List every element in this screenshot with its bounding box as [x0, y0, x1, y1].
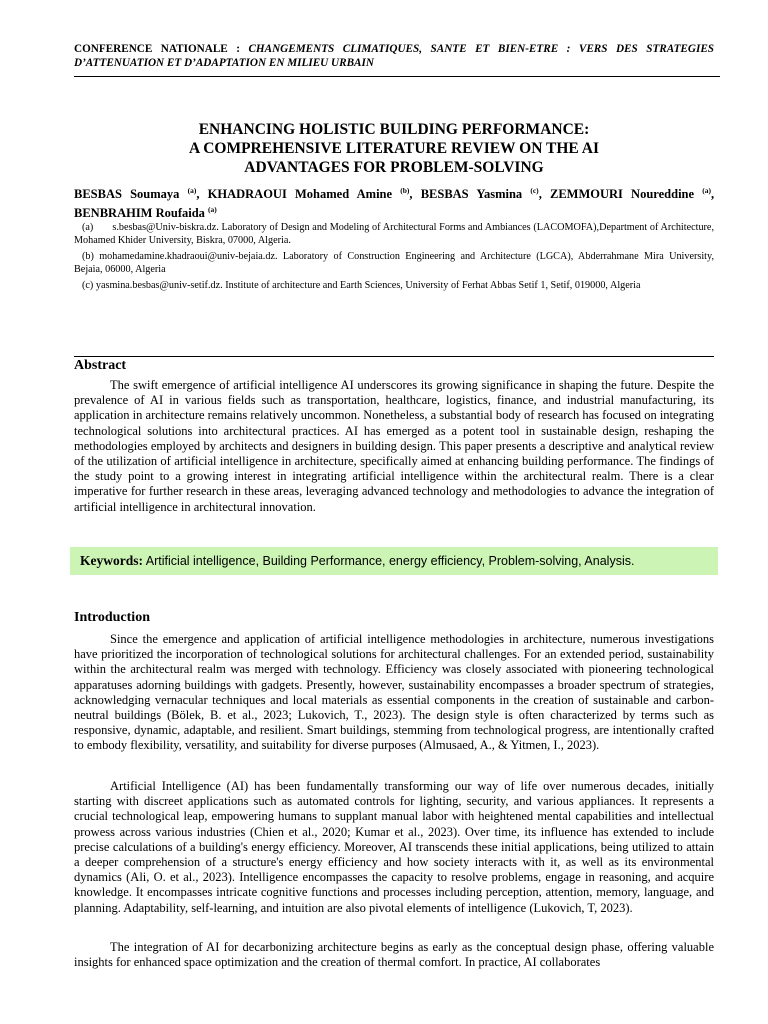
author-affiliation-mark: (a)	[208, 205, 217, 215]
introduction-heading: Introduction	[74, 610, 150, 625]
affiliation-a	[74, 222, 714, 247]
author-separator: ,	[710, 187, 715, 202]
title-line: A COMPREHENSIVE LITERATURE REVIEW ON THE AI	[189, 140, 599, 157]
author-affiliation-mark: (a)	[702, 186, 711, 195]
author-name: BESBAS Soumaya	[74, 187, 180, 202]
conference-theme: CHANGEMENTS CLIMATIQUES, SANTE ET BIEN-ETRE : VERS DES STRATEGIES D’ATTENUATION ET D’ADAPTATION EN MILIEU URBAIN	[74, 43, 714, 69]
author-name: ZEMMOURI Noureddine	[549, 187, 695, 202]
conference-header	[74, 42, 714, 70]
author-separator: ,	[538, 187, 550, 202]
author-separator: ,	[409, 187, 421, 202]
author-separator: ,	[196, 187, 208, 202]
conference-label: CONFERENCE NATIONALE :	[74, 43, 240, 55]
author-affiliation-mark: (c)	[530, 186, 539, 195]
affiliation-tag: (a)	[82, 222, 94, 233]
author-name: KHADRAOUI Mohamed Amine	[207, 187, 393, 202]
paper-title	[74, 120, 714, 177]
affiliation-text: yasmina.besbas@univ-setif.dz. Institute of architecture and Earth Sciences, University of Ferhat Abbas Setif 1, Setif, 019000, Algeria	[95, 280, 641, 291]
author-name: BESBAS Yasmina	[420, 187, 523, 202]
author-name: BENBRAHIM Roufaida	[74, 206, 205, 221]
author-affiliation-mark: (b)	[400, 186, 410, 195]
keywords-box	[70, 547, 718, 575]
introduction-paragraph: Since the emergence and application of artificial intelligence methodologies in architecture, numerous investigations have prioritized the incorporation of technological solutions for architectural challenges. For an extended period, sustainability within the architectural realm was merged with technology. Efficiency was closely associated with pioneering technological apparatuses adorning buildings with gadgets. Presently, however, sustainability encompasses a broader spectrum of strategies, acknowledging vernacular techniques and local materials as essential components in the creation of sustainable and carbon-neutral buildings (Bölek, B. et al., 2023; Lukovich, T., 2023). The design style is often characterized by terms such as responsive, dynamic, adaptable, and resilient. Smart buildings, stemming from technological progress, are intentionally crafted to embody flexibility, versatility, and suitability for diverse purposes (Almusaed, A., & Yitmen, I., 2023).	[74, 632, 714, 753]
affiliation-text: mohamedamine.khadraoui@univ-bejaia.dz. Laboratory of Construction Engineering and Architecture (LGCA), Abderrahmane Mira University, Bejaia, 06000, Algeria	[74, 251, 714, 275]
header-rule	[74, 76, 720, 77]
title-line: ENHANCING HOLISTIC BUILDING PERFORMANCE:	[198, 121, 590, 138]
author-affiliation-mark: (a)	[187, 186, 197, 195]
introduction-paragraph: Artificial Intelligence (AI) has been fundamentally transforming our way of life over numerous decades, initially starting with discreet applications such as automated controls for lighting, security, and various appliances. It represents a crucial technological leap, empowering humans to supplant manual labor with heightened mental capabilities and intellectual prowess across various industries (Chien et al., 2020; Kumar et al., 2023). Over time, its influence has extended to include precise calculations of a building's energy efficiency. Moreover, AI transcends these initial applications, being utilized to attain a deeper comprehension of a structure's energy efficiency and how society interacts with it, as well as its environmental dynamics (Ali, O. et al., 2023). Intelligence encompasses the capacity to resolve problems, engage in reasoning, and acquire knowledge. It encompasses intricate cognitive functions and processes including perception, attention, memory, language, and planning. Adaptability, self-learning, and intuition are also pivotal elements of intelligence (Lukovich, T, 2023).	[74, 779, 714, 915]
affiliation-tag: (c)	[82, 280, 94, 291]
abstract-text: The swift emergence of artificial intelligence AI underscores its growing significance in shaping the future. Despite the prevalence of AI in various fields such as transportation, healthcare, logistics, finance, and industrial manufacturing, its application in architecture remains relatively uncommon. Nonetheless, a substantial body of research has focused on integrating technological solutions into architectural practices. AI has emerged as a potent tool in sustainable design, reshaping the methodologies employed by architects and designers in building design. This paper presents a descriptive and analytical review of the utilization of artificial intelligence in architecture, specifically aimed at enhancing building performance. The findings of the study point to a growing interest in integrating artificial intelligence within the architectural realm. There is a clear imperative for further research in these areas, leveraging advanced technology and methodologies to advance the integration of artificial intelligence in architectural innovation.	[74, 378, 714, 514]
affiliation-text: s.besbas@Univ-biskra.dz. Laboratory of Design and Modeling of Architectural Forms and Ambiances (LACOMOFA),Department of Architecture, Mohamed Khider University, Biskra, 07000, Algeria.	[74, 222, 715, 246]
keywords-label: Keywords:	[80, 553, 143, 568]
introduction-paragraph: The integration of AI for decarbonizing architecture begins as early as the conceptual design phase, offering valuable insights for enhanced space optimization and the creation of thermal comfort. In practice, AI collaborates	[74, 940, 714, 970]
affiliation-c	[74, 280, 714, 293]
title-line: ADVANTAGES FOR PROBLEM-SOLVING	[244, 159, 544, 176]
abstract-heading: Abstract	[74, 358, 127, 373]
author-list	[74, 183, 714, 221]
affiliation-tag: (b)	[82, 251, 94, 262]
abstract-rule	[74, 356, 714, 357]
keywords-text: Artificial intelligence, Building Performance, energy efficiency, Problem-solving, Analysis.	[145, 554, 635, 568]
affiliation-b	[74, 251, 714, 276]
